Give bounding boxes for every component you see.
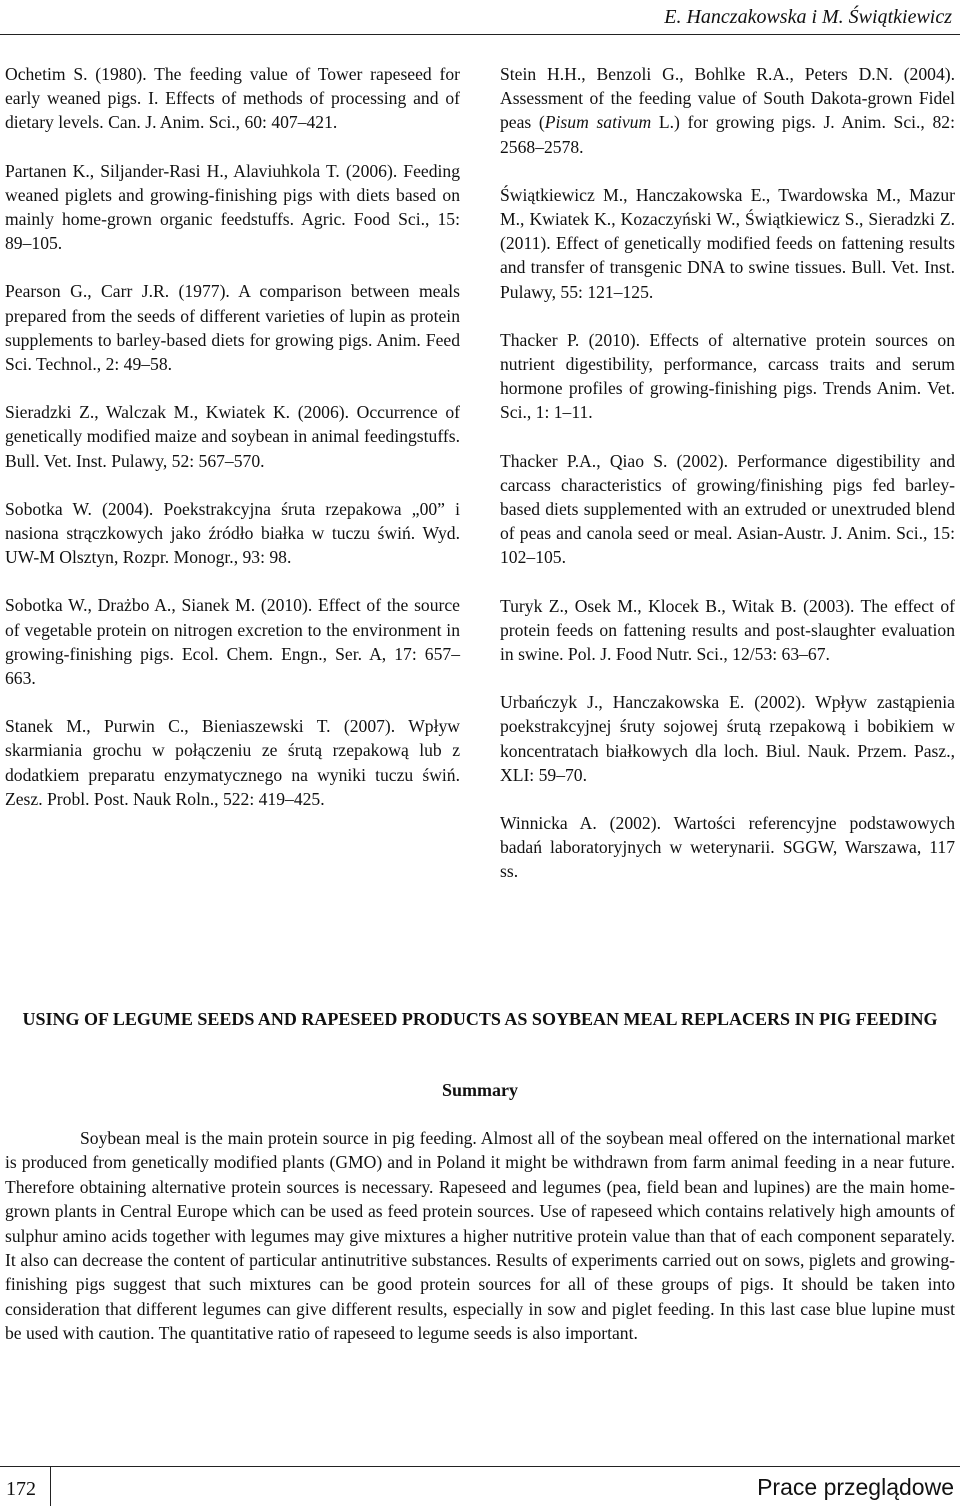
reference-item: Sieradzki Z., Walczak M., Kwiatek K. (2006). Occurrence of genetically modified maize and soybean in animal feedingstuffs. Bull. Vet. Inst. Pulawy, 52: 567‒570. (5, 402, 460, 471)
reference-item: Stanek M., Purwin C., Bieniaszewski T. (2007). Wpływ skarmiania grochu w połączeniu ze śrutą rzepakową lub z dodatkiem preparatu enzymatycznego na wyniki tuczu świń. Zesz. Probl. Post. Nauk Roln., 522: 419‒425. (5, 716, 460, 809)
reference-item: Winnicka A. (2002). Wartości referencyjne podstawowych badań laboratoryjnych w weterynarii. SGGW, Warszawa, 117 ss. (500, 813, 955, 882)
reference-item: Sobotka W. (2004). Poekstrakcyjna śruta rzepakowa „00” i nasiona strączkowych jako źródło białka w tuczu świń. Wyd. UW-M Olsztyn, Rozpr. Monogr., 93: 98. (5, 498, 460, 568)
page-number-box (0, 1466, 51, 1506)
references-right-column (500, 62, 955, 908)
reference-item: Thacker P. (2010). Effects of alternative protein sources on nutrient digestibility, performance, carcass traits and serum hormone profiles of growing-finishing pigs. Trends Anim. Vet. Sci., 1: 1‒11. (500, 329, 955, 423)
reference-item: Turyk Z., Osek M., Klocek B., Witak B. (2003). The effect of protein feeds on fattening results and post-slaughter evaluation in swine. Pol. J. Food Nutr. Sci., 12/53: 63‒67. (500, 595, 955, 665)
header-rule (0, 34, 960, 35)
reference-item: Pearson G., Carr J.R. (1977). A comparison between meals prepared from the seeds of different varieties of lupin as protein supplements to barley-based diets for growing pigs. Anim. Feed Sci. Technol., 2: 49‒58. (5, 281, 460, 375)
page-footer (0, 1466, 960, 1508)
reference-item-stein (500, 62, 955, 159)
running-header (0, 0, 960, 40)
footer-rule (0, 1466, 960, 1467)
reference-text: Stein H.H., Benzoli G., Bohlke R.A., Peters D.N. (2004). Assessment of the feeding value of South Dakota-grown Fidel peas ( (500, 64, 955, 133)
reference-item: Sobotka W., Drażbo A., Sianek M. (2010). Effect of the source of vegetable protein on nitrogen excretion to the environment in growing-finishing pigs. Ecol. Chem. Engn., Ser. A, 17: 657‒663. (5, 595, 460, 689)
summary-paragraph: Soybean meal is the main protein source in pig feeding. Almost all of the soybean meal offered on the international market is produced from genetically modified plants (GMO) and in Poland it might be withdrawn from farm animal feeding in a near future. Therefore obtaining alternative protein sources is necessary. Rapeseed and legumes (pea, field bean and lupines) are the main home-grown plants in Central Europe which can be used as feed protein sources. Use of rapeseed which contains relatively high amounts of sulphur amino acids together with legumes may give mixtures a higher nutritive protein value than that of each component separately. It also can decrease the content of particular antinutritive substances. Results of experiments carried out on sows, piglets and growing-finishing pigs suggest that such mixtures can be good protein sources for all of these groups of pigs. It should be taken into consideration that different legumes can give different results, especially in sow and piglet feeding. In this last case blue lupine must be used with caution. The quantitative ratio of rapeseed to legume seeds is also important. (5, 1128, 955, 1344)
header-authors: E. Hanczakowska i M. Świątkiewicz (664, 6, 952, 28)
reference-item: Świątkiewicz M., Hanczakowska E., Twardowska M., Mazur M., Kwiatek K., Kozaczyński W., Świątkiewicz S., Sieradzki Z. (2011). Effect of genetically modified feeds on fattening results and transfer of transgenic DNA to swine tissues. Bull. Vet. Inst. Pulawy, 55: 121‒125. (500, 184, 955, 302)
summary-heading: Summary (442, 1080, 518, 1100)
references-left-column (5, 62, 460, 835)
reference-item: Partanen K., Siljander-Rasi H., Alaviuhkola T. (2006). Feeding weaned piglets and growing-finishing pigs with diets based on mainly home-grown organic feedstuffs. Agric. Food Sci., 15: 89‒105. (5, 160, 460, 254)
section-name: Prace przeglądowe (757, 1474, 954, 1500)
page-number: 172 (6, 1478, 36, 1500)
reference-text: L.) for growing pigs. J. Anim. Sci., 82: 2568‒2578. (500, 112, 955, 157)
reference-item: Ochetim S. (1980). The feeding value of Tower rapeseed for early weaned pigs. I. Effects of methods of processing and of dietary levels. Can. J. Anim. Sci., 60: 407‒421. (5, 64, 460, 133)
species-name: Pisum sativum (544, 112, 652, 133)
english-title: USING OF LEGUME SEEDS AND RAPESEED PRODUCTS AS SOYBEAN MEAL REPLACERS IN PIG FEEDING (22, 1009, 938, 1029)
reference-item: Thacker P.A., Qiao S. (2002). Performance digestibility and carcass characteristics of growing/finishing pigs fed barley-based diets supplemented with an extruded or unextruded blend of peas and canola seed or meal. Asian-Austr. J. Anim. Sci., 15: 102‒105. (500, 450, 955, 568)
reference-item: Urbańczyk J., Hanczakowska E. (2002). Wpływ zastąpienia poekstrakcyjnej śruty sojowej śrutą rzepakową i bobikiem w koncentratach białkowych dla loch. Biul. Nauk. Przem. Pasz., XLI: 59‒70. (500, 692, 955, 785)
